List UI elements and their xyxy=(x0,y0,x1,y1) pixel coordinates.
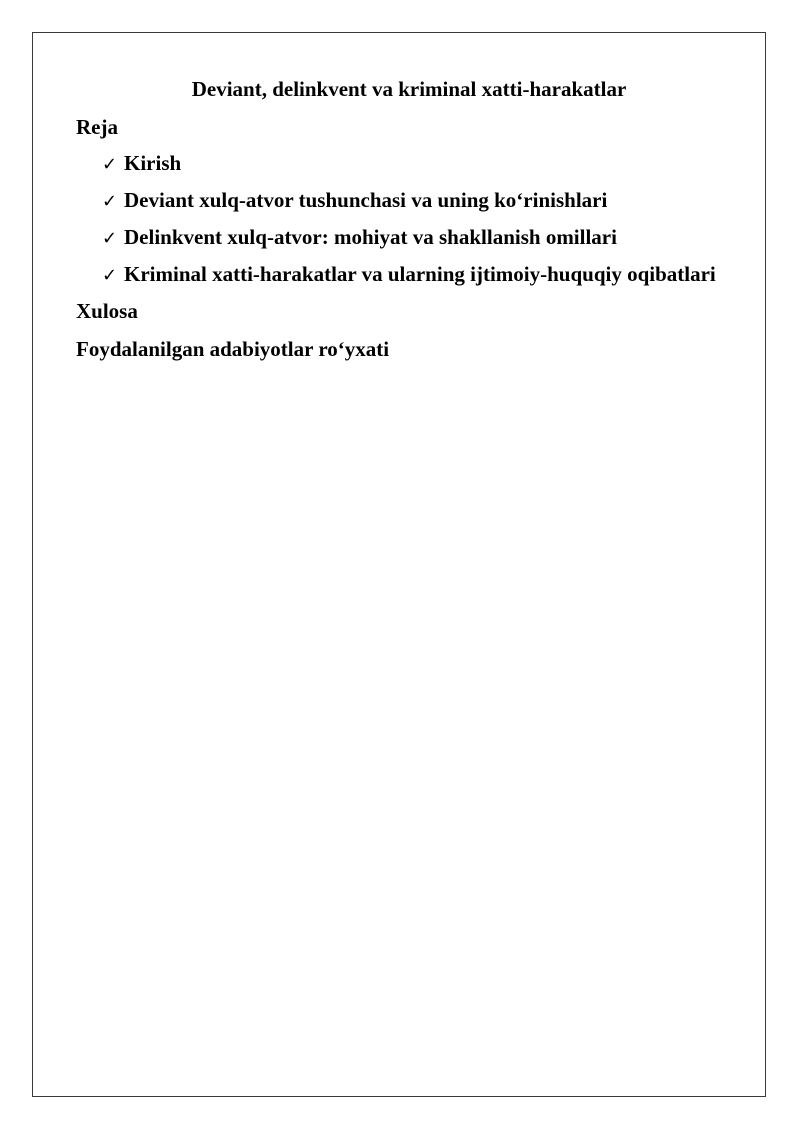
check-icon: ✓ xyxy=(102,154,118,175)
plan-item-label: Delinkvent xulq-atvor: mohiyat va shakllanish omillari xyxy=(124,225,617,249)
plan-item-introduction xyxy=(102,150,716,187)
plan-item-label: Deviant xulq-atvor tushunchasi va uning ko‘rinishlari xyxy=(124,188,608,212)
plan-list xyxy=(102,150,716,298)
references-heading: Foydalanilgan adabiyotlar ro‘yxati xyxy=(76,337,390,361)
plan-heading: Reja xyxy=(76,115,118,139)
document-title: Deviant, delinkvent va kriminal xatti-harakatlar xyxy=(191,77,627,101)
conclusion-heading: Xulosa xyxy=(76,299,138,323)
plan-item-criminal-behavior xyxy=(102,261,716,298)
plan-item-label: Kriminal xatti-harakatlar va ularning ijtimoiy-huquqiy oqibatlari xyxy=(124,262,716,286)
plan-item-delinquent-behavior xyxy=(102,224,716,261)
check-icon: ✓ xyxy=(102,265,118,286)
check-icon: ✓ xyxy=(102,191,118,212)
plan-item-deviant-behavior xyxy=(102,187,716,224)
plan-item-label: Kirish xyxy=(124,151,182,175)
check-icon: ✓ xyxy=(102,228,118,249)
